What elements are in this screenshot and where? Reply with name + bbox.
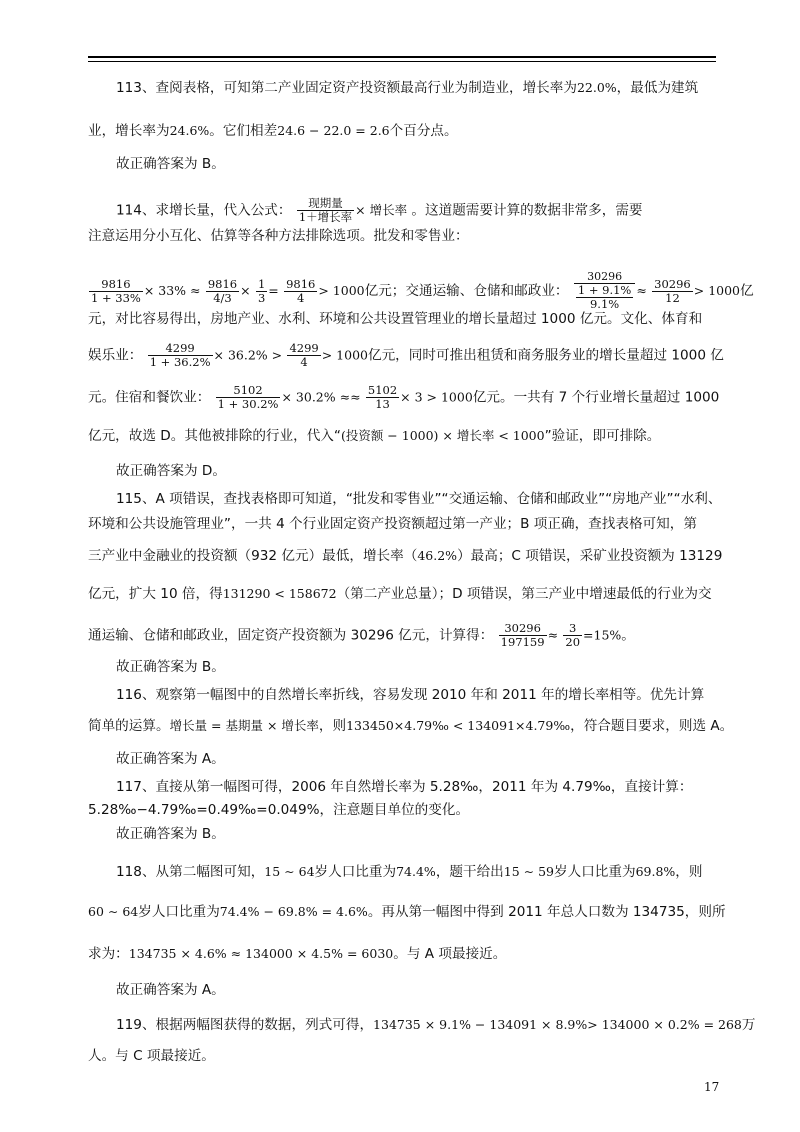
q118-line-1: 118、从第二幅图可知，15 ∼ 64岁人口比重为74.4%，题干给出15 ∼ 59岁人口比重为69.8%，则 (116, 864, 703, 880)
q114-line-7: 亿元，故选 D。其他被排除的行业，代入“(投资额 − 1000) × 增长率 < 1000”验证，即可排除。 (88, 428, 661, 444)
q118-line-3: 求为：134735 × 4.6% ≈ 134000 × 4.5% = 6030。与 A 项最接近。 (88, 946, 507, 962)
q115-line-3: 三产业中金融业的投资额（932 亿元）最低，增长率（46.2%）最高；C 项错误，采矿业投资额为 13129 (88, 548, 723, 564)
q116-line-1: 116、观察第一幅图中的自然增长率折线，容易发现 2010 年和 2011 年的增长率相等。优先计算 (116, 687, 705, 703)
q113-line-1: 113、查阅表格，可知第二产业固定资产投资额最高行业为制造业，增长率为22.0%，最低为建筑 (116, 80, 699, 96)
q113-answer: 故正确答案为 B。 (116, 156, 225, 172)
q118-line-2: 60 ∼ 64岁人口比重为74.4% − 69.8% = 4.6%。再从第一幅图中得到 2011 年总人口数为 134735，则所 (88, 904, 726, 920)
q117-line-1: 117、直接从第一幅图可得，2006 年自然增长率为 5.28‰，2011 年为 4.79‰，直接计算： (116, 779, 693, 795)
q119-line-1: 119、根据两幅图获得的数据，列式可得，134735 × 9.1% − 134091 × 8.9%> 134000 × 0.2% = 268万 (116, 1017, 756, 1033)
q115-answer: 故正确答案为 B。 (116, 659, 225, 675)
q114-line-6: 元。住宿和餐饮业： $\frac{5102}{1 + 30.2\%}$ × 30.2% ≈≈ $\frac{5102}{13}$ × 3 > 1000亿元。一共有 7 个行业增长量超过 1000 (88, 383, 720, 411)
q115-line-1: 115、A 项错误，查找表格即可知道，“批发和零售业”“交通运输、仓储和邮政业”“房地产业”“水利、 (116, 491, 722, 507)
growth-formula: $\frac{\text{现期量}}{\text{1＋增长率}}$ (298, 196, 353, 224)
q117-line-2: 5.28‰−4.79‰=0.49‰=0.049%，注意题目单位的变化。 (88, 802, 470, 818)
q114-line-5: 娱乐业： $\frac{4299}{1 + 36.2\%}$ × 36.2% > $\frac{4299}{4}$ > 1000亿元，同时可推出租赁和商务服务业的增长量超过 1000 亿 (88, 341, 724, 369)
header-rule-thick (88, 56, 716, 58)
q115-line-2: 环境和公共设施管理业”，一共 4 个行业固定资产投资额超过第一产业；B 项正确，查找表格可知，第 (88, 516, 697, 532)
q114-line-4: 元，对比容易得出，房地产业、水利、环境和公共设置管理业的增长量超过 1000 亿元。文化、体育和 (88, 311, 703, 327)
q119-line-2: 人。与 C 项最接近。 (88, 1048, 215, 1064)
page-number: 17 (704, 1080, 720, 1094)
q115-line-4: 亿元，扩大 10 倍，得131290 < 158672（第二产业总量）；D 项错误，第三产业中增速最低的行业为交 (88, 586, 712, 602)
q116-line-2: 简单的运算。增长量 = 基期量 × 增长率，则133450×4.79‰ < 134091×4.79‰，符合题目要求，则选 A。 (88, 718, 734, 734)
q114-answer: 故正确答案为 D。 (116, 463, 226, 479)
q113-line-2: 业，增长率为24.6%。它们相差24.6 − 22.0 = 2.6个百分点。 (88, 123, 458, 139)
q116-answer: 故正确答案为 A。 (116, 751, 225, 767)
q114-line-3: $\frac{9816}{1 + 33\%}$ × 33% ≈ $\frac{9816}{4/3}$ × $\frac{1}{3}$ = $\frac{9816}{4}$ > 1000亿元；交通运输、仓储和邮政业： $\frac{30296}{\frac{1 + 9.1\%}{9.1\%}}$ ≈ $\frac{30296}{12}$ > 1000亿 (91, 270, 754, 311)
q114-line-1: 114、求增长量，代入公式： $\frac{\text{现期量}}{\text{1＋增长率}}$ × 增长率 。这道题需要计算的数据非常多，需要 (116, 196, 643, 224)
q114-line-2: 注意运用分小互化、估算等各种方法排除选项。批发和零售业： (88, 228, 469, 244)
header-rule-thin (88, 61, 716, 62)
q118-answer: 故正确答案为 A。 (116, 982, 225, 998)
q115-line-5: 通运输、仓储和邮政业，固定资产投资额为 30296 亿元，计算得： $\frac{30296}{197159}$ ≈ $\frac{3}{20}$ =15%。 (88, 621, 635, 649)
q117-answer: 故正确答案为 B。 (116, 826, 225, 842)
